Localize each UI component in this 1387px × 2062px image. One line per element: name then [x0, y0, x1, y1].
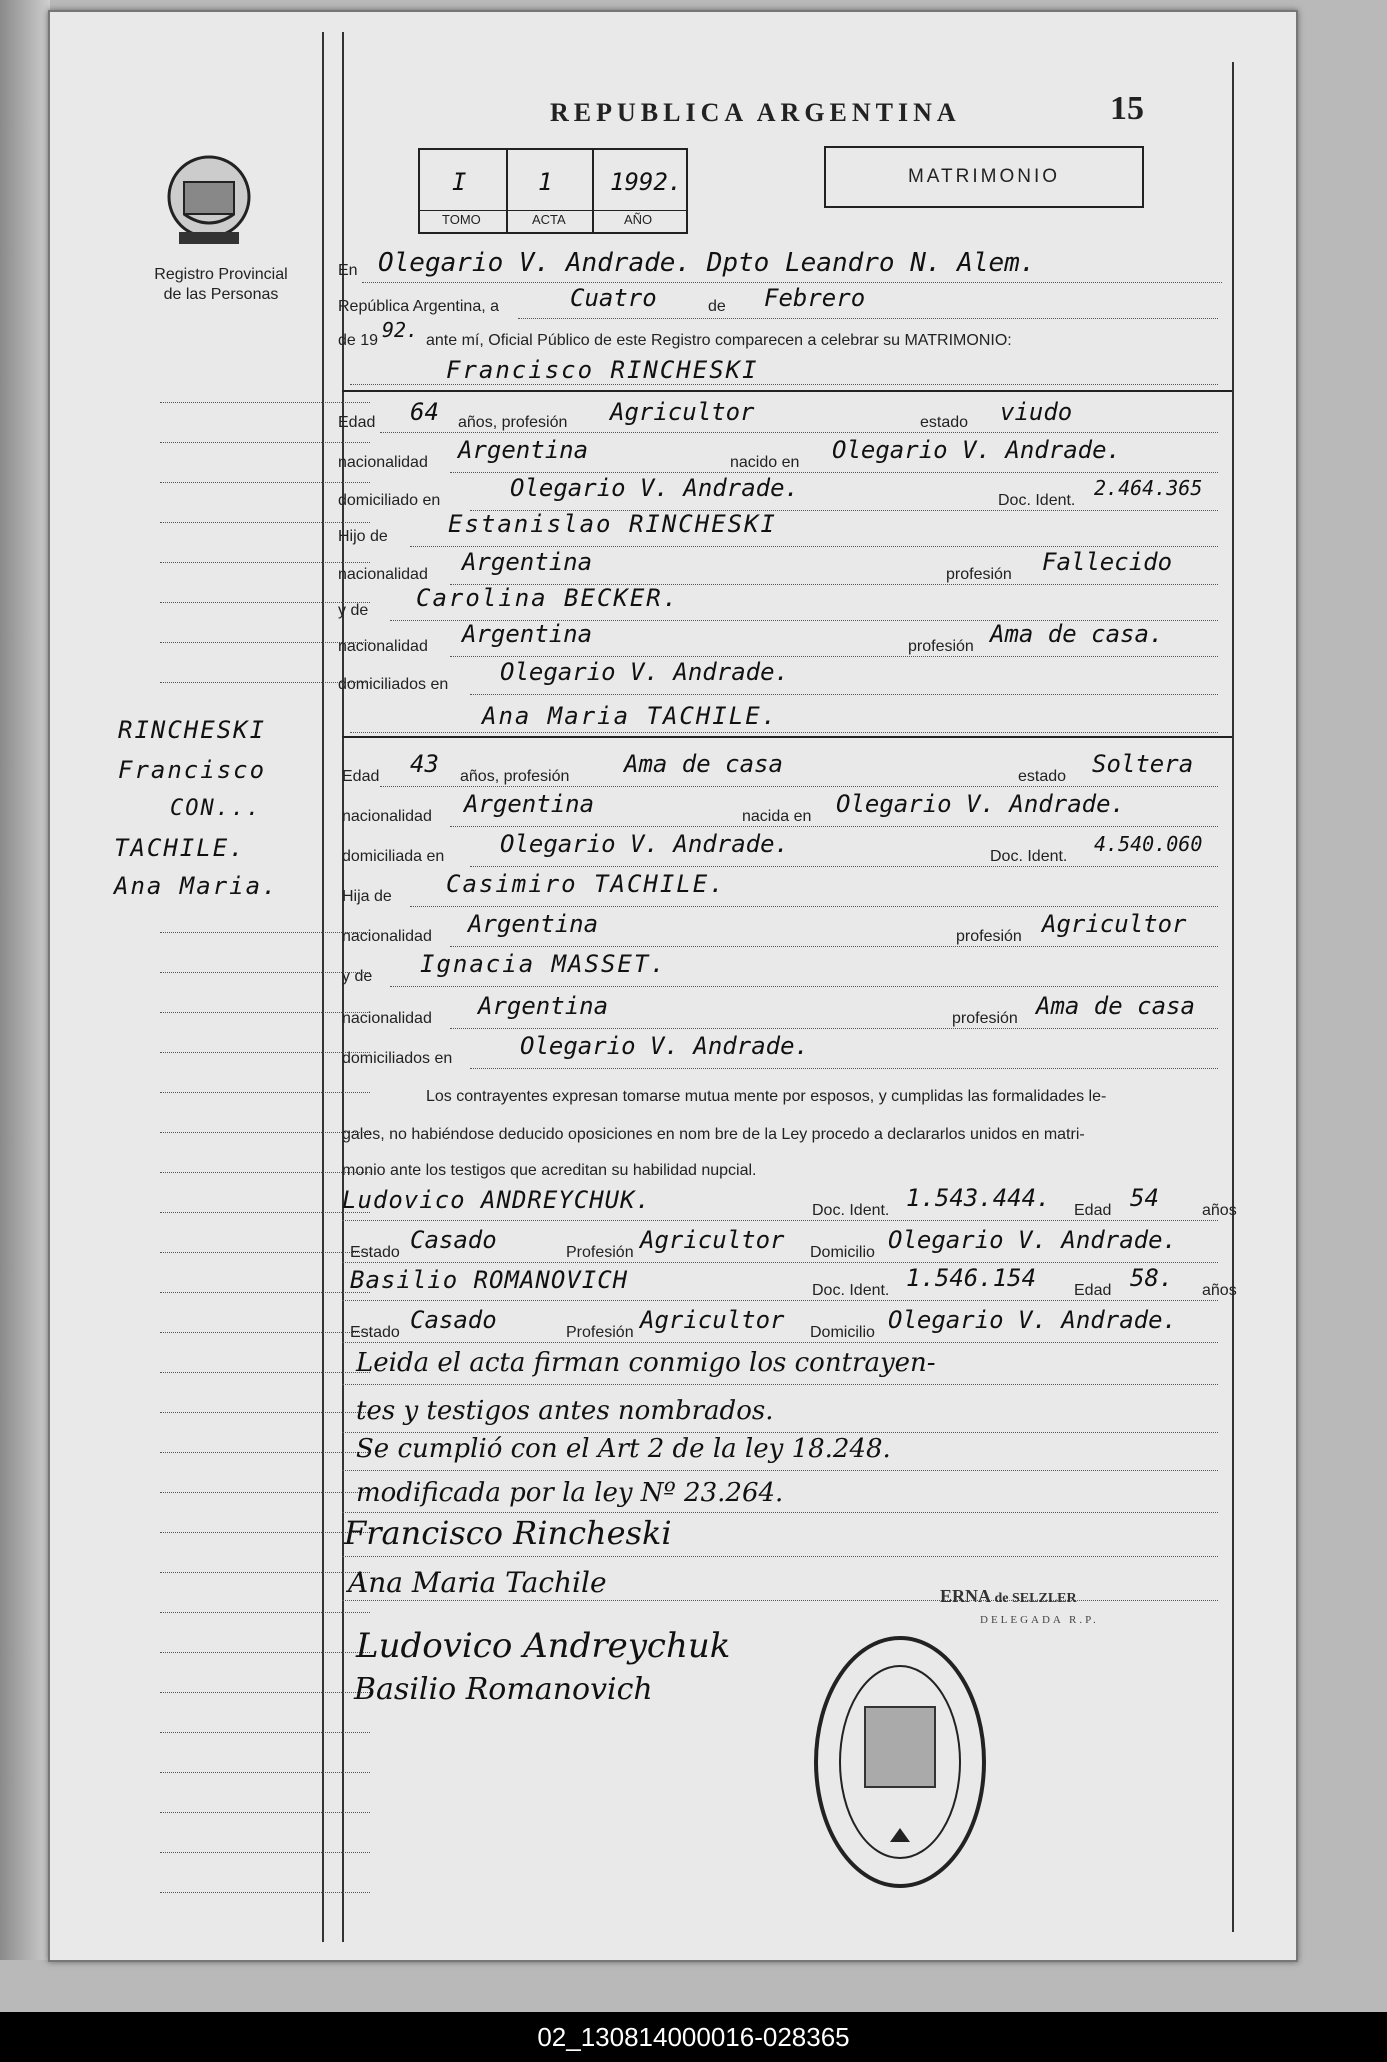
margin-name-groom: Francisco — [118, 756, 267, 784]
tomo-value: I — [452, 168, 467, 196]
marriage-place: Olegario V. Andrade. Dpto Leandro N. Alem. — [378, 248, 1036, 278]
bride-document: 4.540.060 — [1094, 832, 1203, 856]
witness2-signature: Basilio Romanovich — [354, 1672, 653, 1707]
margin-line — [322, 32, 324, 1942]
bride-profession: Ama de casa — [624, 750, 783, 778]
margin-rule — [160, 1612, 370, 1613]
matrimonio-box: MATRIMONIO — [824, 146, 1144, 208]
witness1-signature: Ludovico Andreychuk — [356, 1626, 731, 1666]
book-spine — [0, 0, 50, 1960]
anios-profesion-label: años, profesión — [460, 768, 570, 785]
estado-label: Estado — [350, 1324, 400, 1341]
domiciliado-label: domiciliado en — [338, 492, 441, 509]
nacionalidad-label: nacionalidad — [342, 928, 432, 945]
groom-document: 2.464.365 — [1094, 476, 1203, 500]
bride-full-name: Ana Maria TACHILE. — [482, 702, 779, 730]
margin-rule — [160, 442, 370, 443]
marriage-month: Febrero — [764, 284, 866, 312]
doc-ident-label: Doc. Ident. — [812, 1202, 890, 1219]
margin-rule — [160, 1652, 370, 1653]
nacida-label: nacida en — [742, 808, 812, 825]
bride-birthplace: Olegario V. Andrade. — [836, 790, 1125, 818]
anio-label: AÑO — [624, 212, 653, 227]
margin-surname-groom: RINCHESKI — [118, 716, 267, 744]
bride-father-nationality: Argentina — [468, 910, 599, 938]
groom-mother-profession: Ama de casa. — [990, 620, 1164, 648]
edad-label: Edad — [1074, 1202, 1112, 1219]
groom-full-name: Francisco RINCHESKI — [446, 356, 759, 384]
profesion-label: Profesión — [566, 1244, 634, 1261]
profesion-label: profesión — [956, 928, 1022, 945]
acta-label: ACTA — [532, 212, 566, 227]
witness1-status: Casado — [410, 1226, 497, 1254]
margin-rule — [160, 1812, 370, 1813]
nacionalidad-label: nacionalidad — [342, 1010, 432, 1027]
margin-name-bride: Ana Maria. — [114, 872, 279, 900]
witness2-age: 58. — [1130, 1264, 1174, 1292]
record-number-box — [418, 148, 688, 234]
nacionalidad-label: nacionalidad — [338, 638, 428, 655]
en-label: En — [338, 262, 358, 279]
witness2-status: Casado — [410, 1306, 497, 1334]
groom-profession: Agricultor — [610, 398, 755, 426]
witness2-profession: Agricultor — [640, 1306, 785, 1334]
margin-rule — [160, 1052, 370, 1053]
marriage-day: Cuatro — [570, 284, 657, 312]
margin-surname-bride: TACHILE. — [114, 834, 246, 862]
anios-label: años — [1202, 1282, 1237, 1299]
witness2-name: Basilio ROMANOVICH — [350, 1266, 629, 1294]
hijo-de-label: Hijo de — [338, 528, 388, 545]
witness1-profession: Agricultor — [640, 1226, 785, 1254]
nacido-label: nacido en — [730, 454, 800, 471]
groom-age: 64 — [410, 398, 439, 426]
witness2-address: Olegario V. Andrade. — [888, 1306, 1177, 1334]
margin-con: CON... — [170, 796, 262, 821]
closing-line2: tes y testigos antes nombrados. — [356, 1396, 774, 1426]
intro-sentence: ante mí, Oficial Público de este Registro comparecen a celebrar su MATRIMONIO: — [426, 332, 1012, 349]
domiciliados-label: domiciliados en — [342, 1050, 453, 1067]
groom-mother-nationality: Argentina — [462, 620, 593, 648]
anios-label: años — [1202, 1202, 1237, 1219]
registry-line2: de las Personas — [163, 286, 279, 303]
margin-rule — [160, 1212, 370, 1213]
witness1-age: 54 — [1130, 1184, 1159, 1212]
profesion-label: Profesión — [566, 1324, 634, 1341]
nacionalidad-label: nacionalidad — [338, 454, 428, 471]
right-border-line — [1232, 62, 1234, 1932]
bride-age: 43 — [410, 750, 439, 778]
anio-value: 1992. — [610, 168, 683, 196]
doc-ident-label: Doc. Ident. — [812, 1282, 890, 1299]
groom-status: viudo — [1000, 398, 1073, 426]
doc-ident-label: Doc. Ident. — [990, 848, 1068, 865]
estado-label: estado — [1018, 768, 1067, 785]
registry-line1: Registro Provincial — [154, 266, 288, 283]
republica-label: República Argentina, a — [338, 298, 499, 315]
groom-father-profession: Fallecido — [1042, 548, 1173, 576]
document-code-footer: 02_130814000016-028365 — [0, 2012, 1387, 2062]
domicilio-label: Domicilio — [810, 1244, 875, 1261]
y-de-label: y de — [342, 968, 373, 985]
margin-rule — [160, 1252, 370, 1253]
hija-de-label: Hija de — [342, 888, 392, 905]
bride-signature: Ana Maria Tachile — [348, 1566, 607, 1599]
domiciliados-label: domiciliados en — [338, 676, 449, 693]
groom-mother: Carolina BECKER. — [416, 584, 680, 612]
bride-father-profession: Agricultor — [1042, 910, 1187, 938]
declaration-line2: gales, no habiéndose deducido oposiciones en nom bre de la Ley procedo a declararlos unidos en matri- — [342, 1126, 1085, 1143]
declaration-line3: monio ante los testigos que acreditan su habilidad nupcial. — [342, 1162, 757, 1179]
margin-line-inner — [342, 32, 344, 1942]
edad-label: Edad — [342, 768, 380, 785]
bride-status: Soltera — [1092, 750, 1194, 778]
bride-nationality: Argentina — [464, 790, 595, 818]
groom-signature: Francisco Rincheski — [344, 1514, 672, 1552]
margin-rule — [160, 1532, 370, 1533]
groom-nationality: Argentina — [458, 436, 589, 464]
nacionalidad-label: nacionalidad — [342, 808, 432, 825]
certificate-page — [48, 10, 1298, 1962]
groom-father: Estanislao RINCHESKI — [448, 510, 777, 538]
margin-rule — [160, 1172, 370, 1173]
profesion-label: profesión — [946, 566, 1012, 583]
nacionalidad-label: nacionalidad — [338, 566, 428, 583]
declaration-line1: Los contrayentes expresan tomarse mutua mente por esposos, y cumplidas las formalidades le- — [426, 1088, 1107, 1105]
margin-rule — [160, 1732, 370, 1733]
bride-address: Olegario V. Andrade. — [500, 830, 789, 858]
witness1-document: 1.543.444. — [906, 1184, 1051, 1212]
margin-rule — [160, 402, 370, 403]
margin-rule — [160, 1332, 370, 1333]
margin-rule — [160, 1892, 370, 1893]
margin-rule — [160, 522, 370, 523]
margin-rule — [160, 932, 370, 933]
bride-mother-nationality: Argentina — [478, 992, 609, 1020]
section-divider — [342, 736, 1232, 738]
margin-rule — [160, 562, 370, 563]
margin-rule — [160, 1692, 370, 1693]
section-divider — [342, 390, 1232, 392]
official-title: DELEGADA R.P. — [980, 1614, 1099, 1626]
margin-rule — [160, 972, 370, 973]
domicilio-label: Domicilio — [810, 1324, 875, 1341]
estado-label: estado — [920, 414, 969, 431]
acta-value: 1 — [538, 168, 553, 196]
edad-label: Edad — [338, 414, 376, 431]
margin-rule — [160, 1452, 370, 1453]
province-seal-icon — [164, 152, 254, 252]
margin-rule — [160, 1092, 370, 1093]
closing-line3: Se cumplió con el Art 2 de la ley 18.248. — [356, 1434, 891, 1464]
groom-birthplace: Olegario V. Andrade. — [832, 436, 1121, 464]
domiciliada-label: domiciliada en — [342, 848, 445, 865]
margin-rule — [160, 1292, 370, 1293]
margin-rule — [160, 1772, 370, 1773]
bride-father: Casimiro TACHILE. — [446, 870, 726, 898]
groom-address: Olegario V. Andrade. — [510, 474, 799, 502]
year-suffix: 92. — [382, 318, 419, 342]
margin-rule — [160, 1372, 370, 1373]
margin-rule — [160, 1572, 370, 1573]
doc-ident-label: Doc. Ident. — [998, 492, 1076, 509]
margin-rule — [160, 1492, 370, 1493]
registry-stamp-icon — [810, 1632, 990, 1892]
anios-profesion-label: años, profesión — [458, 414, 568, 431]
y-de-label: y de — [338, 602, 369, 619]
bride-mother-profession: Ama de casa — [1036, 992, 1195, 1020]
margin-rule — [160, 1412, 370, 1413]
groom-father-nationality: Argentina — [462, 548, 593, 576]
closing-line4: modificada por la ley Nº 23.264. — [356, 1478, 784, 1508]
margin-rule — [160, 1132, 370, 1133]
year-prefix: de 19 — [338, 332, 379, 349]
margin-rule — [160, 1852, 370, 1853]
margin-rule — [160, 482, 370, 483]
witness1-name: Ludovico ANDREYCHUK. — [342, 1186, 651, 1214]
country-title: REPUBLICA ARGENTINA — [550, 98, 961, 127]
profesion-label: profesión — [952, 1010, 1018, 1027]
groom-parents-address: Olegario V. Andrade. — [500, 658, 789, 686]
estado-label: Estado — [350, 1244, 400, 1261]
witness2-document: 1.546.154 — [906, 1264, 1037, 1292]
closing-line1: Leida el acta firman conmigo los contrayen- — [356, 1348, 936, 1378]
de-label: de — [708, 298, 726, 315]
witness1-address: Olegario V. Andrade. — [888, 1226, 1177, 1254]
bride-mother: Ignacia MASSET. — [420, 950, 667, 978]
official-name: ERNA de SELZLER — [940, 1586, 1077, 1606]
page-number: 15 — [1110, 90, 1144, 127]
tomo-label: TOMO — [442, 212, 481, 227]
bride-parents-address: Olegario V. Andrade. — [520, 1032, 809, 1060]
edad-label: Edad — [1074, 1282, 1112, 1299]
profesion-label: profesión — [908, 638, 974, 655]
margin-rule — [160, 1012, 370, 1013]
